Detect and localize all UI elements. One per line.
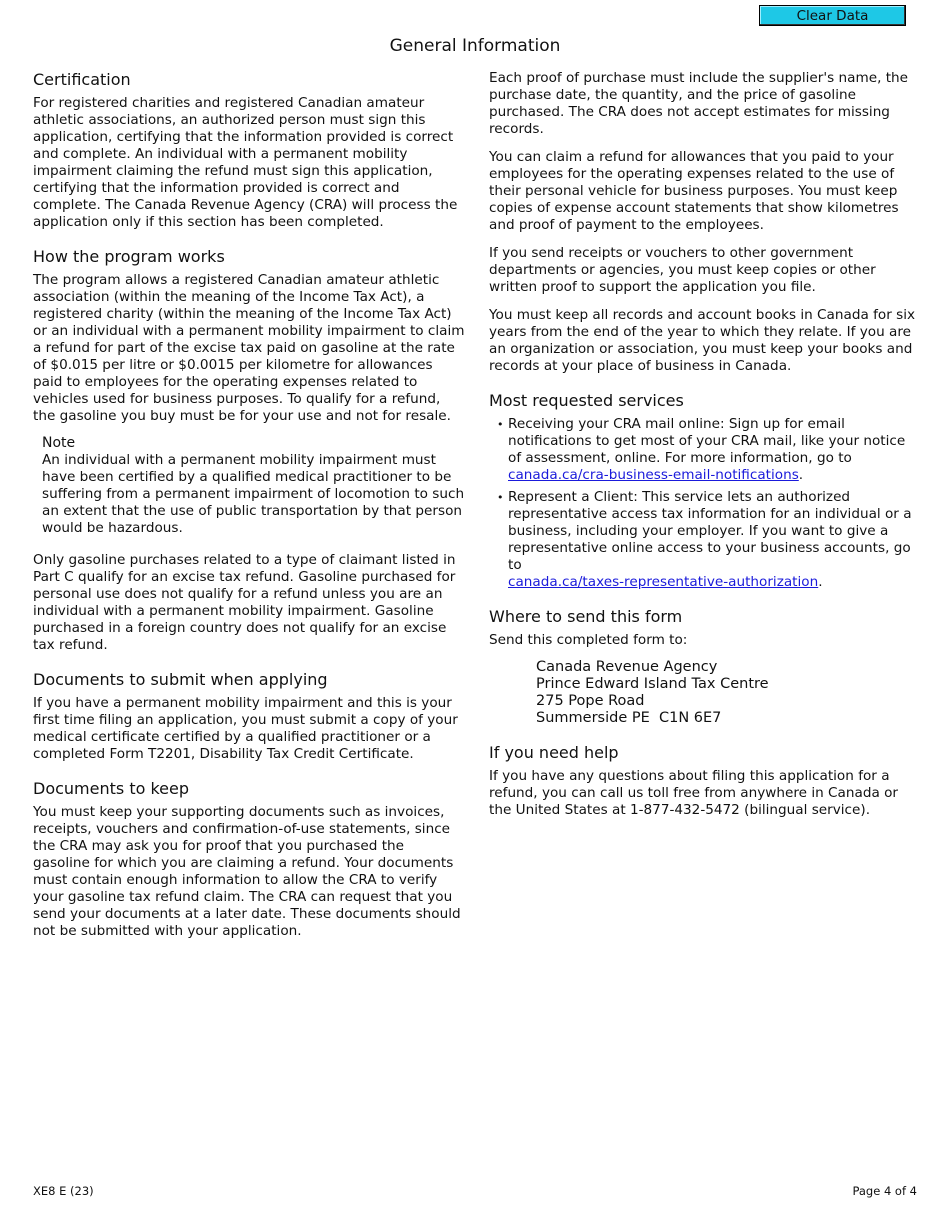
service-text: This service lets an authorized representative access tax information for an individual or a business, including your employer. If you want to give a representative online access to your business accounts, go to [508, 489, 912, 573]
service-end: . [818, 574, 823, 590]
certification-text: For registered charities and registered Canadian amateur athletic associations, an authorized person must sign this application, certifying that the information provided is correct and complete. An individual with a permanent mobility impairment claiming the refund must sign this application, certifying that the information provided is correct and complete. The Canada Revenue Agency (CRA) will process the application only if this section has been completed. [33, 95, 458, 230]
mailing-address [536, 659, 917, 727]
receipts-paragraph: If you send receipts or vouchers to other government departments or agencies, you must keep copies or other written proof to support the application you file. [489, 245, 876, 295]
submit-section [33, 670, 465, 763]
address-line: Canada Revenue Agency [536, 659, 718, 675]
clear-data-button[interactable]: Clear Data [759, 5, 906, 26]
note-text: An individual with a permanent mobility impairment must have been certified by a qualified medical practitioner to be suffering from a permanent impairment of locomotion to such an extent that the use of public transportation by that person would be hazardous. [42, 452, 465, 536]
service-text: Sign up for email notifications to get most of your CRA mail, like your notice of assessment, online. For more information, go to [508, 416, 906, 466]
program-text: The program allows a registered Canadian amateur athletic association (within the meaning of the Income Tax Act), a registered charity (within the meaning of the Income Tax Act) or an individual with a permanent mobility impairment to claim a refund for part of the excise tax paid on gasoline at the rate of $0.015 per litre or $0.0015 per kilometre for allowances paid to employees for the operating expenses related to vehicles used for business purposes. To qualify for a refund, the gasoline you buy must be for your use and not for resale. [33, 272, 465, 424]
page-title: General Information [389, 36, 561, 56]
service-end: . [798, 467, 804, 483]
list-item [489, 416, 917, 484]
certification-section [33, 70, 465, 231]
services-heading: Most requested services [489, 391, 684, 410]
gasoline-paragraph-wrap [33, 552, 465, 654]
representative-authorization-link[interactable]: canada.ca/taxes-representative-authorization [508, 574, 819, 590]
page-number: Page 4 of 4 [852, 1184, 917, 1198]
proof-paragraph: Each proof of purchase must include the supplier's name, the purchase date, the quantity, and the price of gasoline purchased. The CRA does not accept estimates for missing records. [489, 70, 909, 137]
email-notifications-link[interactable]: canada.ca/cra-business-email-notifications [508, 467, 799, 483]
keep-section [33, 779, 465, 940]
submit-text: If you have a permanent mobility impairment and this is your first time filing an application, you must submit a copy of your medical certificate certified by a qualified practitioner or a completed Form T2201, Disability Tax Credit Certificate. [33, 695, 458, 762]
program-heading: How the program works [33, 247, 225, 266]
certification-heading: Certification [33, 70, 131, 89]
note-box [42, 435, 465, 537]
gasoline-paragraph: Only gasoline purchases related to a type of claimant listed in Part C qualify for an excise tax refund. Gasoline purchased for personal use does not qualify for a refund unless you are an individual with a permanent mobility impairment. Gasoline purchased in a foreign country does not qualify for an excise tax refund. [33, 552, 456, 653]
service-title: Receiving your CRA mail online: [508, 416, 725, 432]
help-section [489, 743, 917, 819]
address-line: Prince Edward Island Tax Centre [536, 676, 769, 692]
program-section [33, 247, 465, 425]
services-section [489, 391, 917, 591]
submit-heading: Documents to submit when applying [33, 670, 328, 689]
send-intro: Send this completed form to: [489, 632, 688, 648]
help-heading: If you need help [489, 743, 619, 762]
list-item [489, 489, 917, 591]
send-section [489, 607, 917, 727]
records-paragraph: You must keep all records and account books in Canada for six years from the end of the year to which they relate. If you are an organization or association, you must keep your books and records at your place of business in Canada. [489, 307, 916, 374]
keep-text: You must keep your supporting documents such as invoices, receipts, vouchers and confirmation-of-use statements, since the CRA may ask you for proof that you purchased the gasoline for which you are claiming a refund. Your documents must contain enough information to allow the CRA to verify your gasoline tax refund claim. The CRA can request that you send your documents at a later date. These documents should not be submitted with your application. [33, 804, 461, 939]
allowances-paragraph: You can claim a refund for allowances that you paid to your employees for the operating expenses related to the use of their personal vehicle for business purposes. You must keep copies of expense account statements that show kilometres and proof of payment to the employees. [489, 149, 899, 233]
right-column [489, 70, 917, 835]
address-line: Summerside PE C1N 6E7 [536, 710, 722, 726]
services-list [489, 416, 917, 591]
note-title: Note [42, 435, 76, 451]
left-column [33, 70, 465, 956]
address-line: 275 Pope Road [536, 693, 645, 709]
service-title: Represent a Client: [508, 489, 638, 505]
keep-heading: Documents to keep [33, 779, 189, 798]
help-text: If you have any questions about filing this application for a refund, you can call us toll free from anywhere in Canada or the United States at 1-877-432-5472 (bilingual service). [489, 768, 899, 818]
form-identifier: XE8 E (23) [33, 1184, 94, 1198]
send-heading: Where to send this form [489, 607, 683, 626]
